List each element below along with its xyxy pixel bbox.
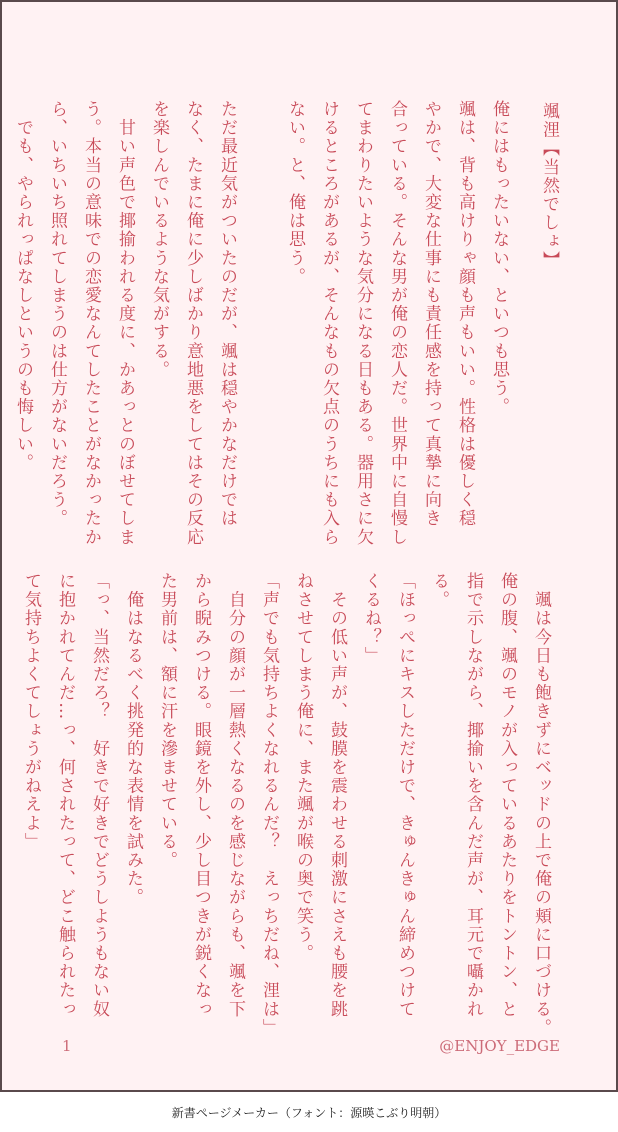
text-line: ただ最近気がついたのだが、颯は穏やかなだけでは	[217, 100, 237, 528]
page-title: 颯浬【当然でしょ】	[539, 102, 559, 270]
text-line: る。	[429, 572, 449, 610]
text-line: 俺はなるべく挑発的な表情を試みた。	[123, 572, 143, 907]
text-line: 甘い声色で揶揄われる度に、かあっとのぼせてしま	[115, 100, 135, 547]
text-line: 合っている。そんな男が俺の恋人だ。世界中に自慢し	[387, 100, 407, 547]
text-line: なく、たまに俺に少しばかり意地悪をしてはその反応	[183, 100, 203, 547]
text-line	[244, 100, 278, 546]
page-number: 1	[62, 1037, 72, 1055]
text-line: ら、いちいち照れてしまうのは仕方がないだろう。	[47, 100, 67, 528]
text-line: う。本当の意味での恋愛なんてしたことがなかったか	[81, 100, 101, 547]
upper-text-block	[6, 100, 516, 546]
text-line: た男前は、額に汗を滲ませている。	[157, 572, 177, 870]
text-line: から睨みつける。眼鏡を外し、少し目つきが鋭くなっ	[191, 572, 211, 1019]
lower-text-block	[14, 572, 558, 1037]
author-handle: @ENJOY_EDGE	[439, 1037, 560, 1055]
text-line: てまわりたいような気分になる日もある。器用さに欠	[353, 100, 373, 547]
credit-line: 新書ページメーカー（フォント：源暎こぶり明朝）	[171, 1106, 447, 1120]
text-line: その低い声が、鼓膜を震わせる刺激にさえも腰を跳	[327, 572, 347, 1019]
text-line: 颯は今日も飽きずにベッドの上で俺の頬に口づける。	[531, 572, 551, 1037]
text-line: 「っ、当然だろ？ 好きで好きでどうしようもない奴	[89, 572, 109, 1019]
text-line: 自分の顔が一層熱くなるのを感じながらも、颯を下	[225, 572, 245, 1019]
text-line: 指で示しながら、揶揄いを含んだ声が、耳元で囁かれ	[463, 572, 483, 1019]
text-line: 俺にはもったいない、といつも思う。	[489, 100, 509, 417]
text-line: て気持ちよくてしょうがねえよ」	[21, 572, 41, 851]
text-line: 颯は、背も高けりゃ顔も声もいい。性格は優しく穏	[455, 100, 475, 528]
text-line: やかで、大変な仕事にも責任感を持って真摯に向き	[421, 100, 441, 528]
text-line: に抱かれてんだ…っ、何されたって、どこ触られたっ	[55, 572, 75, 1019]
text-line: 「ほっぺにキスしただけで、きゅんきゅん締めつけて	[395, 572, 415, 1019]
text-line: くるね？」	[361, 572, 381, 665]
text-line: ない。と、俺は思う。	[285, 100, 305, 286]
text-line: ねさせてしまう俺に、また颯が喉の奥で笑う。	[293, 572, 313, 963]
text-line: を楽しんでいるような気がする。	[149, 100, 169, 379]
text-line: 俺の腹、颯のモノが入っているあたりをトントン、と	[497, 572, 517, 1019]
text-line: けるところがあるが、そんなもの欠点のうちにも入ら	[319, 100, 339, 547]
text-line: でも、やられっぱなしというのも悔しい。	[13, 100, 33, 472]
text-line: 「声でも気持ちよくなれるんだ？ えっちだね、浬は」	[259, 572, 279, 1037]
